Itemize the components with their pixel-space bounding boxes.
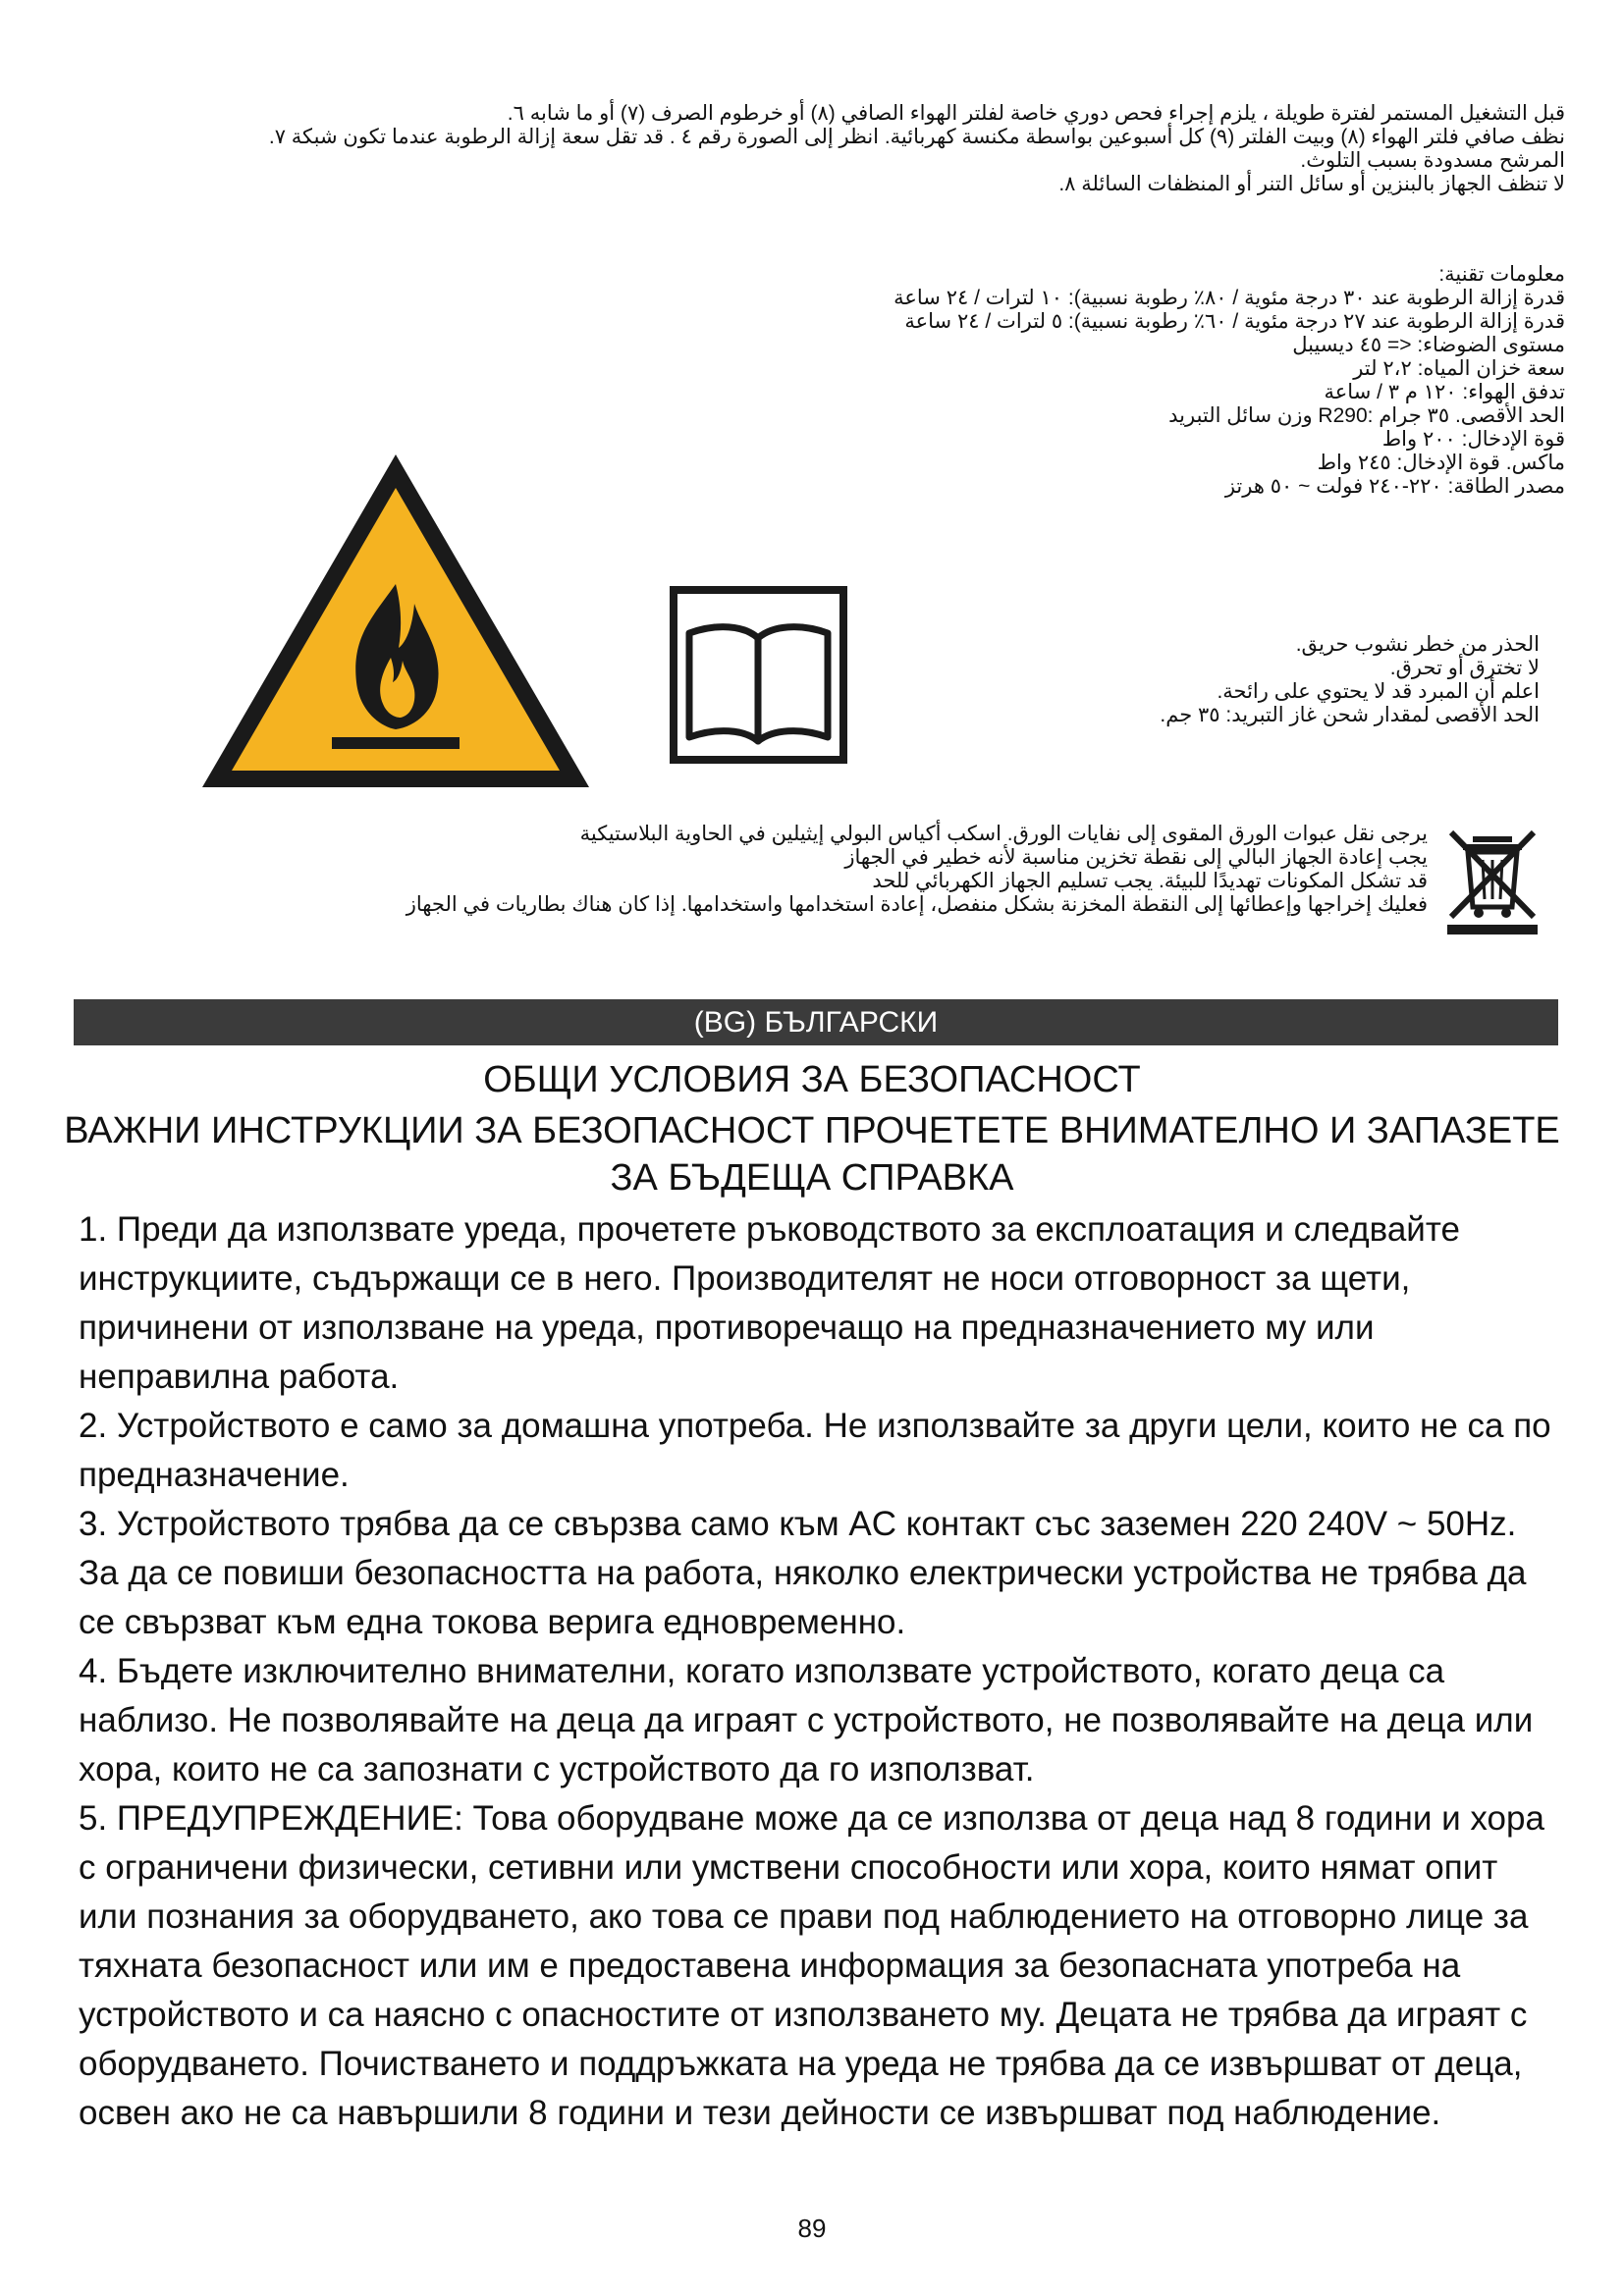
arabic-recycling-info [245, 823, 1428, 917]
tech-line: تدفق الهواء: ١٢٠ م ٣ / ساعة [1324, 381, 1565, 403]
tech-line: ماكس. قوة الإدخال: ٢٤٥ واط [1317, 452, 1565, 474]
flammable-warning-icon [194, 447, 597, 795]
arabic-line: المرشح مسدودة بسبب التلوث. [1300, 149, 1565, 172]
warning-line: لا تخترق أو تحرق. [1389, 657, 1540, 679]
arabic-technical-info [687, 263, 1565, 499]
instruction-item: 1. Преди да използвате уреда, прочетете ръководството за експлоатация и следвайте инструкциите, съдържащи се в него. Производителят не носи отговорност за щети, причинени от използване на уреда, противоречащо на предназначението му или неправилна работа. [79, 1210, 1460, 1396]
instruction-item: 5. ПРЕДУПРЕЖДЕНИЕ: Това оборудване може да се използва от деца над 8 години и хора с ограничени физически, сетивни или умствени способности или хора, които нямат опит или познания за оборудването, ако това се прави под наблюдението на отговорно лице за тяхната безопасност или им е предоставена информация за безопасната употреба на устройството и са наясно с опасностите от използването му. Децата не трябва да играят с оборудването. Почистването и поддръжката на уреда не трябва да се извършват от деца, освен ако не са навършили 8 години и тези дейности се извършват под наблюдение. [79, 1799, 1544, 2132]
page-number: 89 [797, 2214, 827, 2243]
page-subtitle: ВАЖНИ ИНСТРУКЦИИ ЗА БЕЗОПАСНОСТ ПРОЧЕТЕТЕ ВНИМАТЕЛНО И ЗАПАЗЕТЕ ЗА БЪДЕЩА СПРАВКА [64, 1110, 1560, 1199]
read-manual-icon [668, 584, 849, 766]
warning-line: الحد الأقصى لمقدار شحن غاز التبريد: ٣٥ جم. [1160, 704, 1540, 726]
tech-line: سعة خزان المياه: ٢،٢ لتر [1353, 357, 1565, 380]
arabic-refrigerant-warnings [884, 633, 1540, 727]
recycle-line: يجب إعادة الجهاز البالي إلى نقطة تخزين مناسبة لأنه خطير في الجهاز [844, 846, 1428, 869]
arabic-maintenance-block [118, 102, 1565, 196]
tech-line: معلومات تقنية: [1438, 263, 1565, 286]
recycle-line: يرجى نقل عبوات الورق المقوى إلى نفايات الورق. اسكب أكياس البولي إيثيلين في الحاوية البلاستيكية [579, 823, 1428, 845]
safety-instructions [79, 1205, 1561, 2138]
arabic-line: قبل التشغيل المستمر لفترة طويلة ، يلزم إجراء فحص دوري خاصة لفلتر الهواء الصافي (٨) أو خرطوم الصرف (٧) أو ما شابه ٦. [507, 102, 1565, 125]
arabic-line: لا تنظف الجهاز بالبنزين أو سائل التنر أو المنظفات السائلة ٨. [1058, 173, 1565, 195]
language-section-bar: (BG) БЪЛГАРСКИ [74, 999, 1558, 1045]
instruction-item: 4. Бъдете изключително внимателни, когато използвате устройството, когато деца са наблизо. Не позволявайте на деца да играят с устройството, не позволявайте на деца или хора, които не са запознати с устройството да го използват. [79, 1652, 1534, 1789]
recycle-line: فعليك إخراجها وإعطائها إلى النقطة المخزنة بشكل منفصل، إعادة استخدامها واستخدامها. إذا كان هناك بطاريات في الجهاز [406, 893, 1428, 916]
recycle-line: قد تشكل المكونات تهديدًا للبيئة. يجب تسليم الجهاز الكهربائي للحد [872, 870, 1428, 892]
tech-line: مستوى الضوضاء: <= ٤٥ ديسيبل [1292, 334, 1565, 356]
tech-line: قدرة إزالة الرطوبة عند ٢٧ درجة مئوية / ٦٠٪ رطوبة نسبية): ٥ لترات / ٢٤ ساعة [904, 310, 1565, 333]
tech-line: مصدر الطاقة: ٢٢٠-٢٤٠ فولت ~ ٥٠ هرتز [1224, 475, 1565, 498]
tech-line: قدرة إزالة الرطوبة عند ٣٠ درجة مئوية / ٨٠٪ رطوبة نسبية): ١٠ لترات / ٢٤ ساعة [893, 287, 1565, 309]
instruction-item: 2. Устройството е само за домашна употреба. Не използвайте за други цели, които не са по предназначение. [79, 1407, 1551, 1494]
crossed-bin-icon [1443, 827, 1542, 936]
tech-line: قوة الإدخال: ٢٠٠ واط [1381, 428, 1565, 451]
warning-line: الحذر من خطر نشوب حريق. [1295, 633, 1540, 656]
page-title: ОБЩИ УСЛОВИЯ ЗА БЕЗОПАСНОСТ [483, 1059, 1141, 1100]
instruction-item: 3. Устройството трябва да се свързва само към AC контакт със заземен 220 240V ~ 50Hz. За да се повиши безопасността на работа, няколко електрически устройства не трябва да се свързват към една токова верига едновременно. [79, 1505, 1527, 1641]
warning-line: اعلم أن المبرد قد لا يحتوي على رائحة. [1217, 680, 1540, 703]
tech-line: الحد الأقصى. ٣٥ جرام :R290 وزن سائل التبريد [1168, 404, 1565, 427]
arabic-line: نظف صافي فلتر الهواء (٨) وبيت الفلتر (٩) كل أسبوعين بواسطة مكنسة كهربائية. انظر إلى الصورة رقم ٤ . قد تقل سعة إزالة الرطوبة عندما تكون شبكة ٧. [268, 126, 1565, 148]
